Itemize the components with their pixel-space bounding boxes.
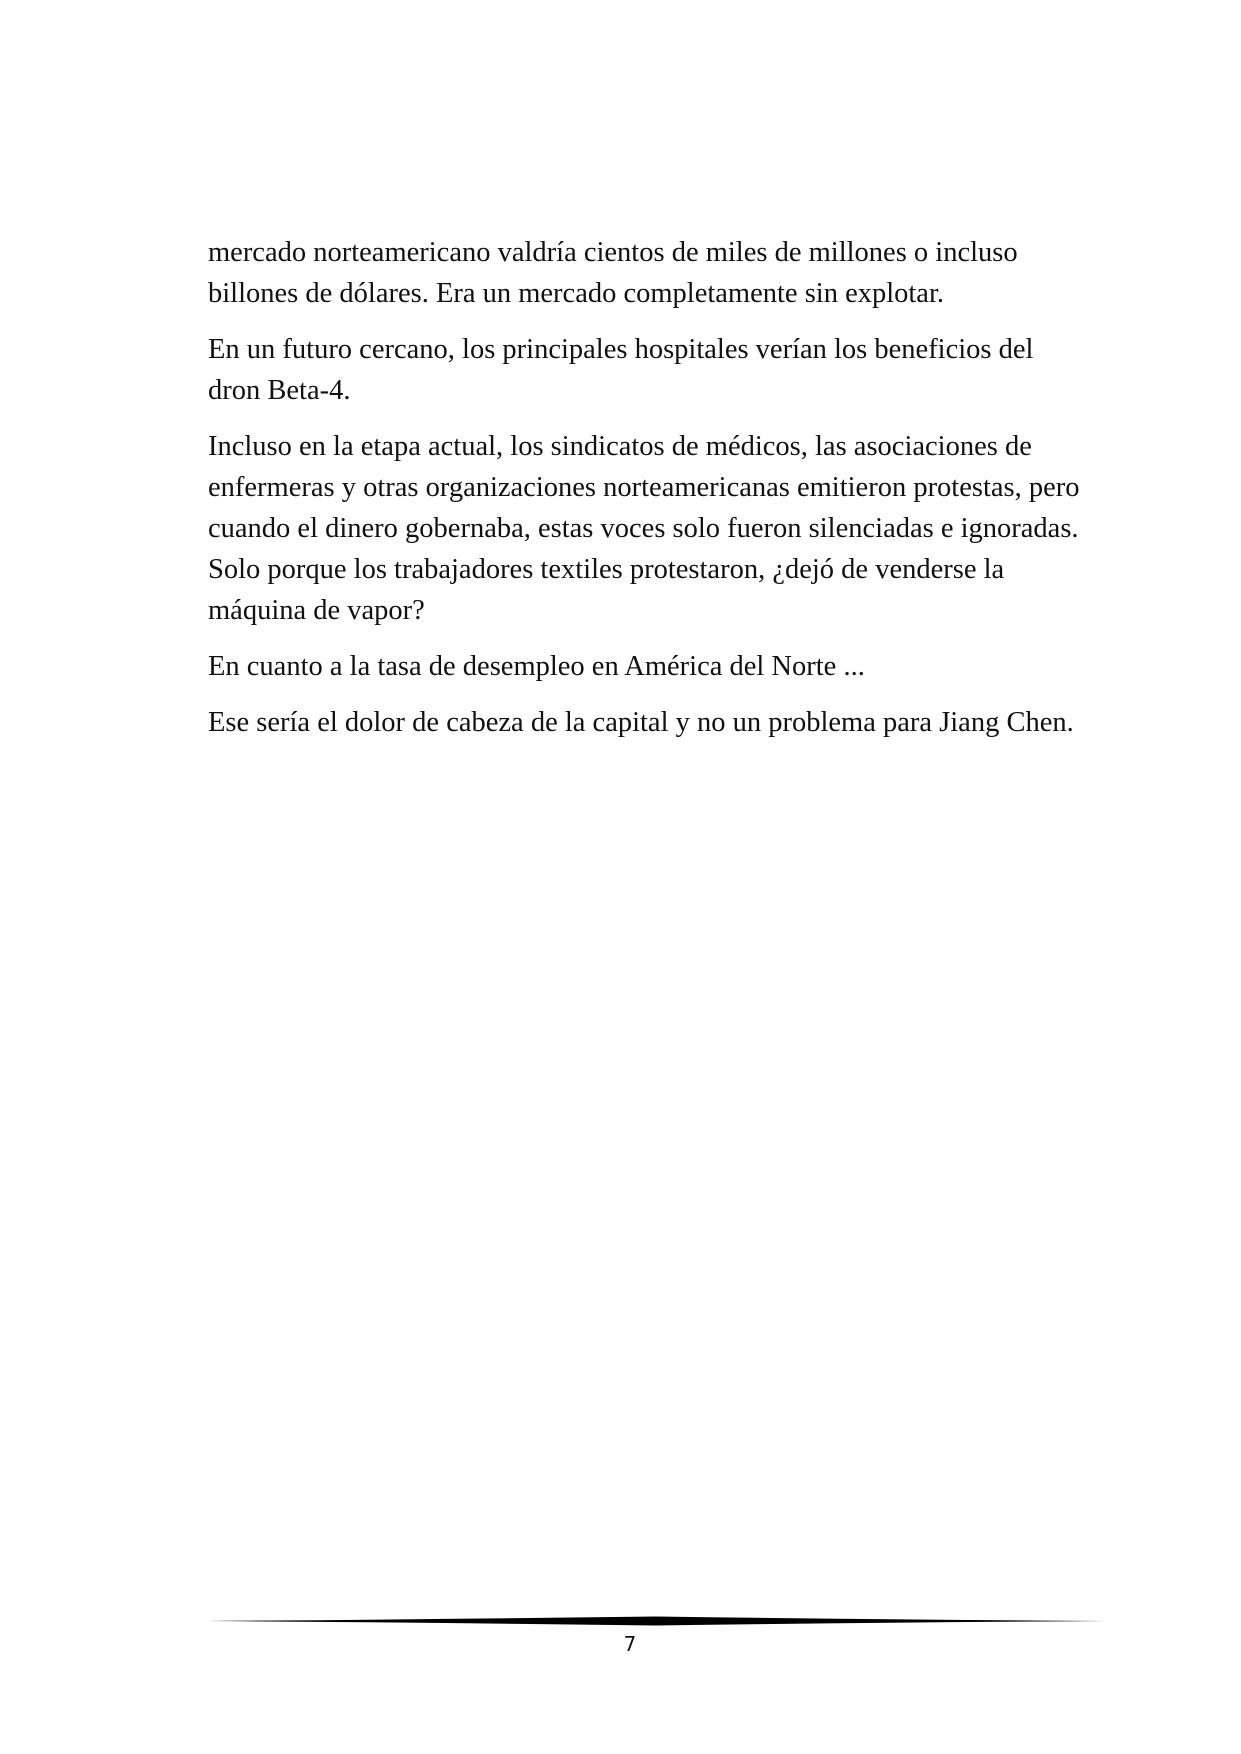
paragraph-3: Incluso en la etapa actual, los sindicatos de médicos, las asociaciones de enfermeras y otras organizaciones norteamericanas emitieron protestas, pero cuando el dinero gobernaba, estas voces solo fueron silenciadas e ignoradas. Solo porque los trabajadores textiles protestaron, ¿dejó de venderse la máquina de vapor? [208,431,1080,626]
paragraph-5: Ese sería el dolor de cabeza de la capital y no un problema para Jiang Chen. [208,707,1074,738]
body-text [208,232,1088,758]
page-number: 7 [623,1632,637,1656]
paragraph-1: mercado norteamericano valdría cientos de miles de millones o incluso billones de dólares. Era un mercado completamente sin explotar. [208,237,1018,309]
paragraph-4: En cuanto a la tasa de desempleo en América del Norte ... [208,651,865,682]
footer-divider [206,1614,1106,1628]
paragraph-2: En un futuro cercano, los principales hospitales verían los beneficios del dron Beta-4. [208,334,1034,406]
